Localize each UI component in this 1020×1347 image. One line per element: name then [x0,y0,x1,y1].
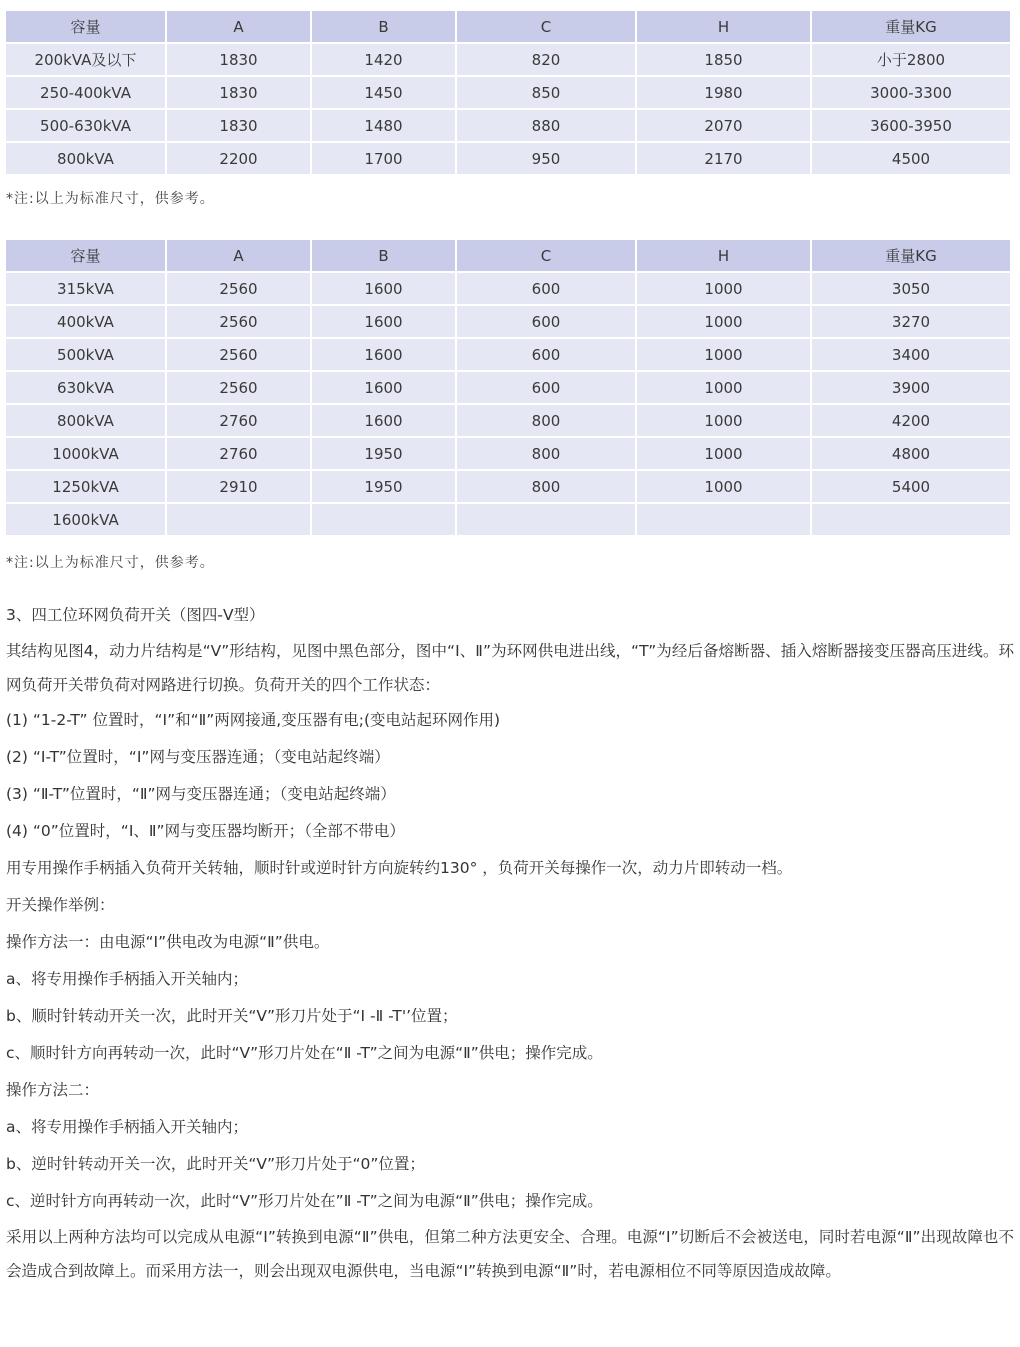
spec-table-1 [6,11,1010,176]
table-cell: 820 [456,43,636,76]
table-2-note: *注:以上为标准尺寸，供参考。 [6,555,215,571]
table-cell: 1830 [166,76,311,109]
table-row [6,272,1010,305]
section-heading: 3、四工位环网负荷开关（图四-V型） [6,606,265,624]
table-cell: 1600 [311,305,456,338]
table-cell: 2560 [166,338,311,371]
table-cell: 5400 [811,470,1010,503]
column-header: A [166,240,311,272]
method-2-step-c: c、逆时针方向再转动一次，此时“V”形刀片处在”Ⅱ -T”之间为电源“Ⅱ”供电；操作完成。 [6,1192,603,1210]
spec-table-1-body [6,11,1010,175]
table-cell: 1250kVA [6,470,166,503]
table-cell: 1000 [636,404,811,437]
section-body [6,597,1014,1288]
state-4: (4) “0”位置时，“Ⅰ、Ⅱ”网与变压器均断开；（全部不带电） [6,822,405,840]
table-cell: 1600 [311,338,456,371]
table-cell: 1600kVA [6,503,166,536]
table-cell: 1830 [166,43,311,76]
table-cell [166,503,311,536]
method-2-step-a: a、将专用操作手柄插入开关轴内； [6,1118,248,1136]
table-cell: 1850 [636,43,811,76]
table-1-note: *注:以上为标准尺寸，供参考。 [6,191,215,207]
table-cell: 315kVA [6,272,166,305]
table-cell: 600 [456,371,636,404]
column-header: H [636,240,811,272]
method-1-title: 操作方法一：由电源“Ⅰ”供电改为电源“Ⅱ”供电。 [6,933,330,951]
table-cell: 2200 [166,142,311,175]
operation-text: 用专用操作手柄插入负荷开关转轴，顺时针或逆时针方向旋转约130° ，负荷开关每操作一次，动力片即转动一档。 [6,859,793,877]
method-2-title: 操作方法二： [6,1081,100,1099]
table-cell: 2560 [166,272,311,305]
table-header-row [6,11,1010,43]
table-cell: 2560 [166,305,311,338]
table-cell: 1600 [311,272,456,305]
column-header: H [636,11,811,43]
column-header: B [311,11,456,43]
table-cell: 1600 [311,371,456,404]
table-cell: 1950 [311,437,456,470]
spec-table-2-body [6,240,1010,536]
table-cell: 600 [456,305,636,338]
table-row [6,43,1010,76]
table-cell: 850 [456,76,636,109]
table-cell: 2760 [166,404,311,437]
table-cell: 1000 [636,338,811,371]
example-title: 开关操作举例： [6,896,115,914]
spec-table-2 [6,240,1010,537]
table-cell: 3400 [811,338,1010,371]
table-cell: 2560 [166,371,311,404]
table-cell: 400kVA [6,305,166,338]
table-cell: 小于2800 [811,43,1010,76]
column-header: C [456,11,636,43]
conclusion-text: 采用以上两种方法均可以完成从电源“Ⅰ”转换到电源“Ⅱ”供电，但第二种方法更安全、合理。电源“Ⅰ”切断后不会被送电，同时若电源“Ⅱ”出现故障也不会造成合到故障上。而采用方法一，则会出现双电源供电，当电源“Ⅰ”转换到电源“Ⅱ”时，若电源相位不同等原因造成故障。 [6,1228,1014,1280]
table-cell: 600 [456,272,636,305]
table-cell: 1480 [311,109,456,142]
table-cell: 1000kVA [6,437,166,470]
table-cell: 1000 [636,437,811,470]
method-2-step-b: b、逆时针转动开关一次，此时开关“V”形刀片处于“0”位置； [6,1155,425,1173]
table-row [6,142,1010,175]
table-row [6,305,1010,338]
table-cell: 1950 [311,470,456,503]
table-cell: 500kVA [6,338,166,371]
table-cell: 3000-3300 [811,76,1010,109]
column-header: 容量 [6,11,166,43]
table-cell [636,503,811,536]
table-row [6,76,1010,109]
method-1-step-b: b、顺时针转动开关一次，此时开关“V”形刀片处于“Ⅰ -Ⅱ -T'’位置； [6,1007,458,1025]
table-cell: 1000 [636,272,811,305]
table-cell [311,503,456,536]
table-cell: 500-630kVA [6,109,166,142]
table-cell: 800 [456,404,636,437]
table-cell: 800kVA [6,142,166,175]
table-cell: 3900 [811,371,1010,404]
table-cell: 1420 [311,43,456,76]
table-cell: 1980 [636,76,811,109]
table-cell: 4200 [811,404,1010,437]
table-cell: 1450 [311,76,456,109]
table-cell: 1830 [166,109,311,142]
table-row [6,470,1010,503]
table-cell: 880 [456,109,636,142]
table-cell: 2760 [166,437,311,470]
table-cell: 3270 [811,305,1010,338]
table-row [6,437,1010,470]
table-cell: 3050 [811,272,1010,305]
table-cell: 250-400kVA [6,76,166,109]
table-cell: 2170 [636,142,811,175]
table-cell: 800 [456,437,636,470]
table-cell: 3600-3950 [811,109,1010,142]
table-row [6,404,1010,437]
table-row [6,109,1010,142]
table-cell: 1000 [636,305,811,338]
table-cell: 2070 [636,109,811,142]
table-cell: 800kVA [6,404,166,437]
table-row [6,503,1010,536]
table-cell: 800 [456,470,636,503]
table-cell: 1000 [636,470,811,503]
column-header: A [166,11,311,43]
table-cell: 630kVA [6,371,166,404]
table-cell: 4800 [811,437,1010,470]
table-cell: 200kVA及以下 [6,43,166,76]
table-row [6,371,1010,404]
column-header: 容量 [6,240,166,272]
table-cell: 1600 [311,404,456,437]
table-cell: 600 [456,338,636,371]
state-3: (3) “Ⅱ-T”位置时，“Ⅱ”网与变压器连通；（变电站起终端） [6,785,396,803]
table-cell: 4500 [811,142,1010,175]
table-cell: 1700 [311,142,456,175]
column-header: 重量KG [811,11,1010,43]
column-header: C [456,240,636,272]
column-header: B [311,240,456,272]
table-row [6,338,1010,371]
table-cell [456,503,636,536]
table-cell: 2910 [166,470,311,503]
table-cell: 1000 [636,371,811,404]
state-2: (2) “Ⅰ-T”位置时，“Ⅰ”网与变压器连通；（变电站起终端） [6,748,390,766]
table-header-row [6,240,1010,272]
method-1-step-c: c、顺时针方向再转动一次，此时“V”形刀片处在“Ⅱ -T”之间为电源“Ⅱ”供电；操作完成。 [6,1044,603,1062]
section-intro: 其结构见图4，动力片结构是“V”形结构，见图中黑色部分，图中“Ⅰ、Ⅱ”为环网供电进出线，“T”为经后备熔断器、插入熔断器接变压器高压进线。环网负荷开关带负荷对网路进行切换。负荷开关的四个工作状态： [6,642,1014,694]
column-header: 重量KG [811,240,1010,272]
state-1: (1) “1-2-T” 位置时，“Ⅰ”和“Ⅱ”两网接通,变压器有电;(变电站起环网作用) [6,711,501,729]
table-cell [811,503,1010,536]
method-1-step-a: a、将专用操作手柄插入开关轴内； [6,970,248,988]
table-cell: 950 [456,142,636,175]
